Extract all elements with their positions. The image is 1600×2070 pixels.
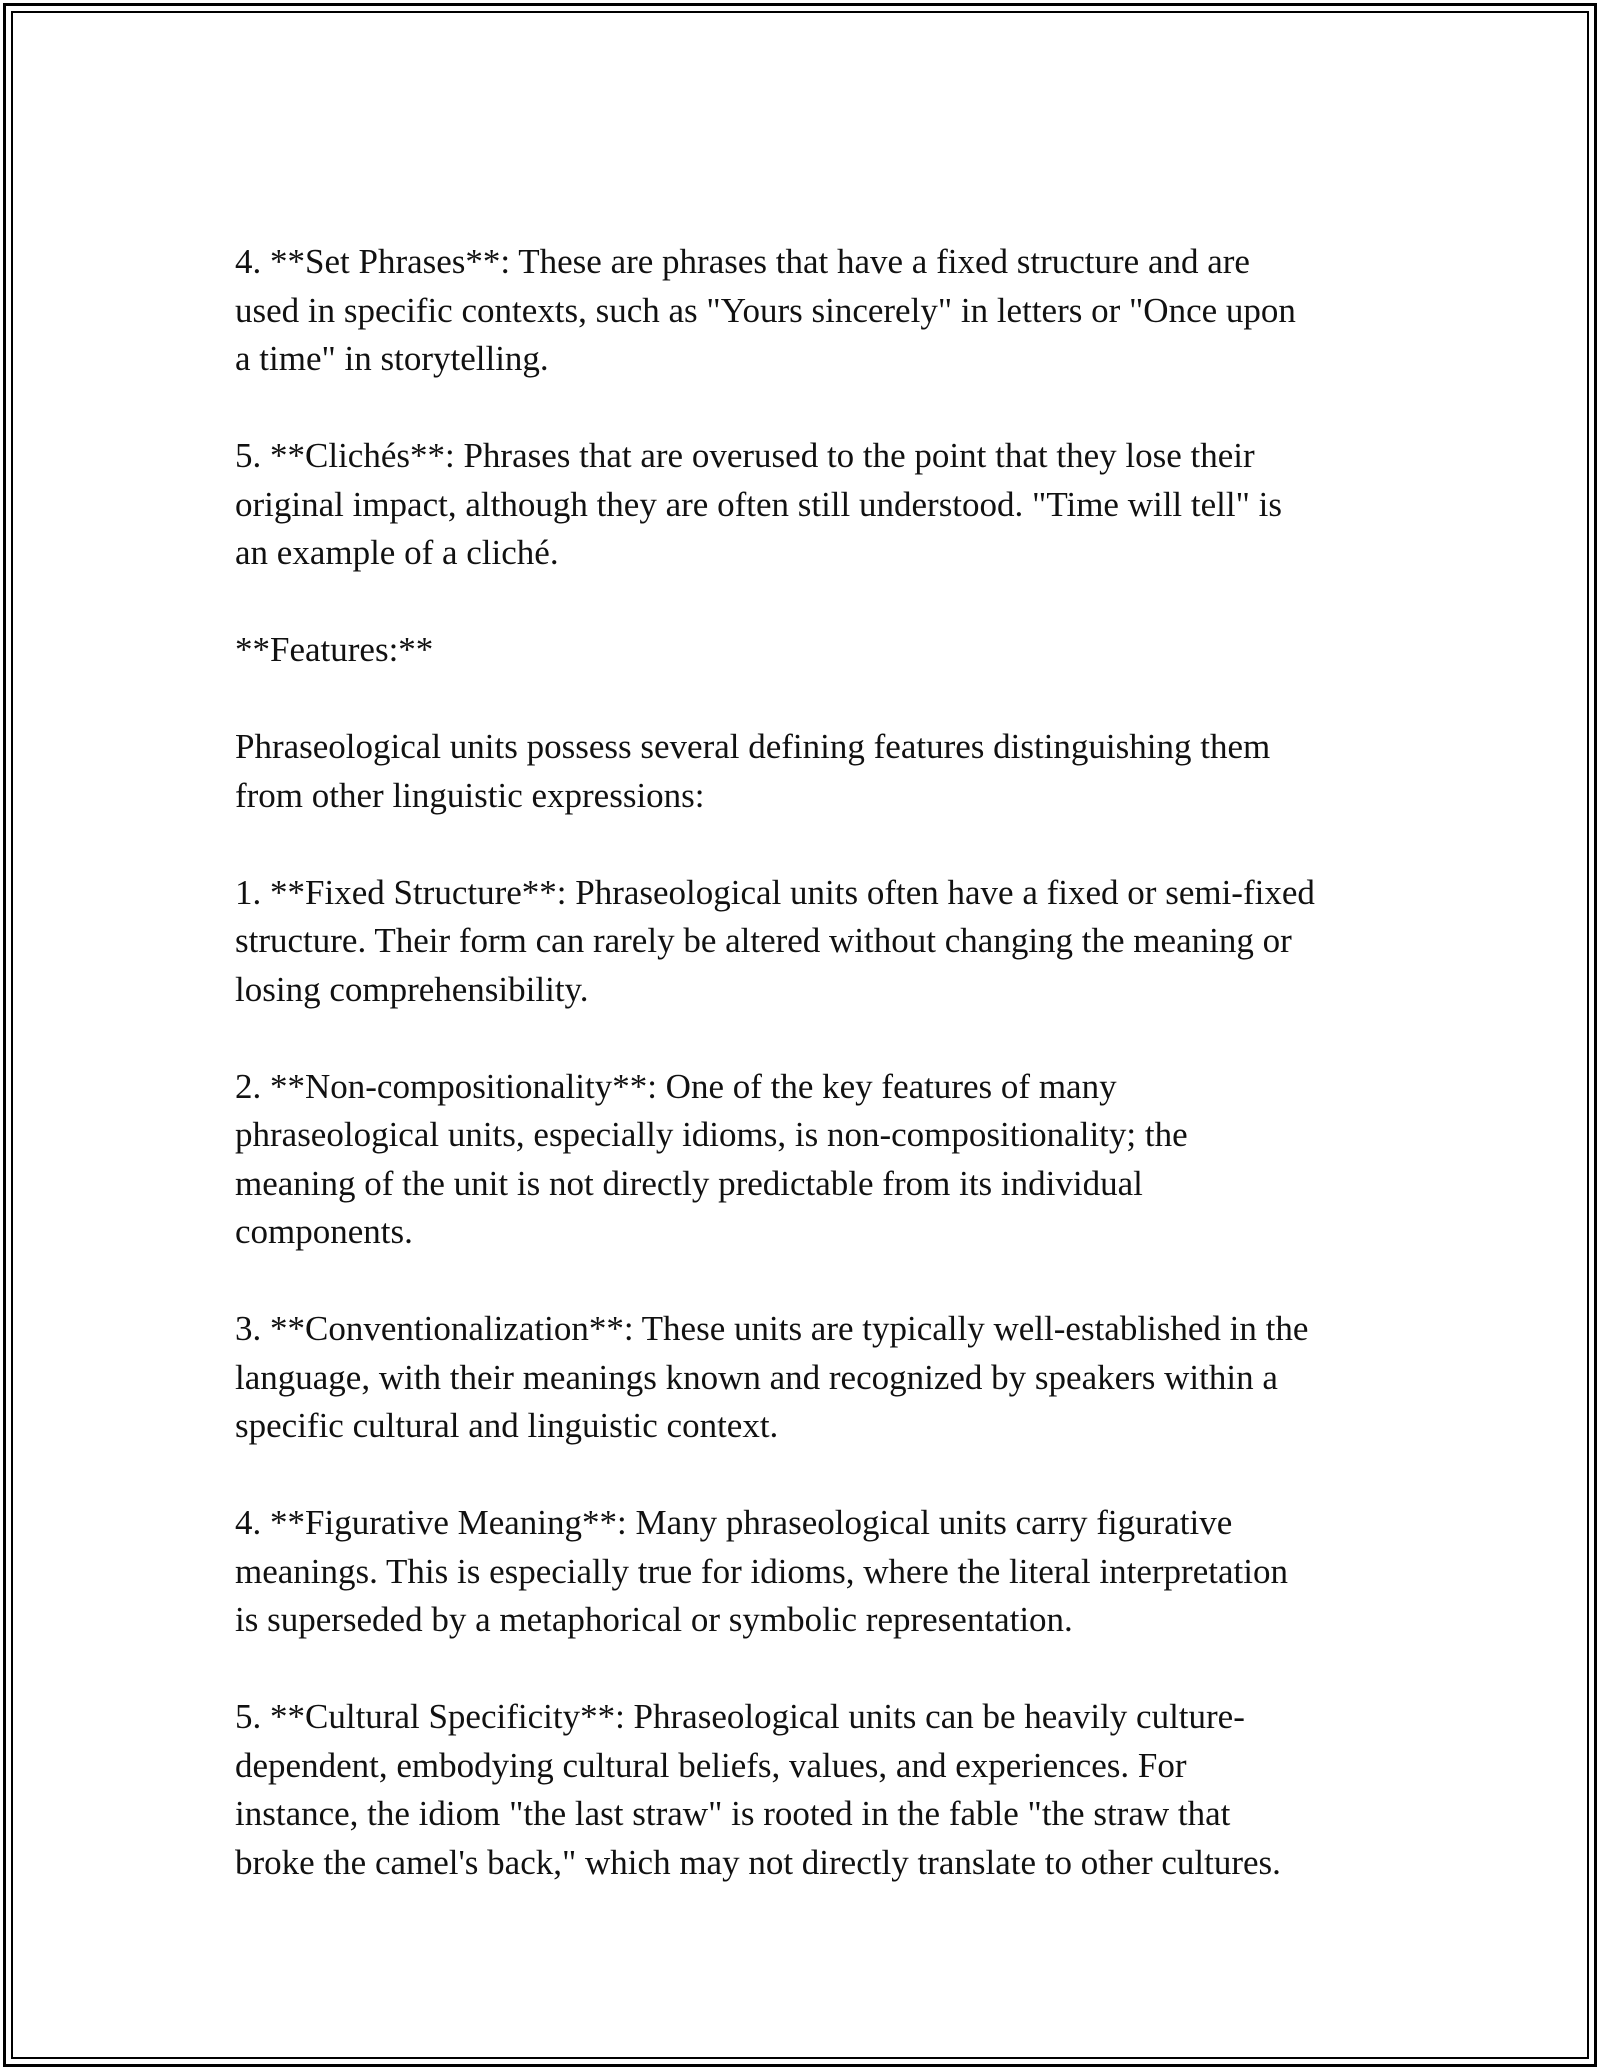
paragraph-cliches: 5. **Clichés**: Phrases that are overused to the point that they lose their original impact, although they are often still understood. "Time will tell" is an example of a cliché. <box>235 436 1282 572</box>
paragraph-conventionalization: 3. **Conventionalization**: These units are typically well-established in the language, with their meanings known and recognized by speakers within a specific cultural and linguistic context. <box>235 1309 1309 1445</box>
paragraph-set-phrases: 4. **Set Phrases**: These are phrases that have a fixed structure and are used in specific contexts, such as "Yours sincerely" in letters or "Once upon a time" in storytelling. <box>235 242 1296 378</box>
paragraph-non-compositionality: 2. **Non-compositionality**: One of the key features of many phraseological units, especially idioms, is non-compositionality; the meaning of the unit is not directly predictable from its individual components. <box>235 1066 1188 1251</box>
paragraph-features-intro: Phraseological units possess several defining features distinguishing them from other linguistic expressions: <box>235 727 1271 815</box>
document-body <box>235 238 1395 1936</box>
features-heading: **Features:** <box>235 630 434 669</box>
paragraph-figurative-meaning: 4. **Figurative Meaning**: Many phraseological units carry figurative meanings. This is especially true for idioms, where the literal interpretation is superseded by a metaphorical or symbolic representation. <box>235 1503 1288 1639</box>
paragraph-cultural-specificity: 5. **Cultural Specificity**: Phraseological units can be heavily culture- dependent, embodying cultural beliefs, values, and experiences. For instance, the idiom "the last straw" is rooted in the fable "the straw that broke the camel's back," which may not directly translate to other cultures. <box>235 1697 1281 1882</box>
paragraph-fixed-structure: 1. **Fixed Structure**: Phraseological units often have a fixed or semi-fixed structure. Their form can rarely be altered without changing the meaning or losing comprehensibility. <box>235 872 1315 1009</box>
